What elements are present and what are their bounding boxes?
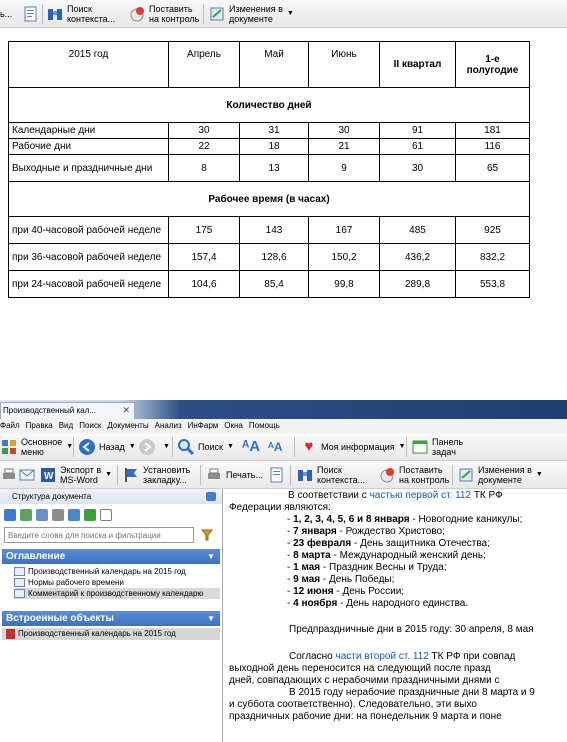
holiday-name: - Международный женский день;: [330, 550, 486, 561]
table-cell: 21: [309, 139, 380, 155]
toolbar-separator: [294, 437, 295, 457]
toolbar-separator: [290, 465, 291, 485]
column-header: 1-е полугодие: [456, 42, 530, 88]
menu-grid-icon: [0, 438, 18, 456]
collapse-icon[interactable]: [20, 509, 32, 521]
toolbar-separator: [172, 437, 173, 457]
svg-text:W: W: [44, 471, 54, 482]
chevron-down-icon[interactable]: ▼: [66, 443, 74, 450]
document-icon: [22, 5, 40, 23]
toolbar-separator: [73, 437, 74, 457]
doc-icon-button[interactable]: [22, 2, 43, 26]
table-header-row: [9, 42, 530, 88]
printer-icon: [0, 466, 18, 484]
font-increase-icon: ᴬA: [242, 438, 261, 455]
column-header: 2015 год: [9, 42, 169, 88]
table-cell: 175: [169, 217, 240, 244]
holiday-name: - День народного единства.: [337, 598, 469, 609]
menu-analysis[interactable]: Анализ: [154, 421, 182, 430]
export-icon[interactable]: [84, 509, 96, 521]
embedded-object-item[interactable]: [2, 628, 220, 640]
table-cell: 181: [456, 123, 530, 139]
binoculars-icon: [296, 466, 314, 484]
panel-toolbar: [4, 507, 116, 523]
font-increase-button[interactable]: [242, 435, 260, 459]
holiday-item: - 4 ноября - День народного единства.: [287, 598, 469, 609]
embedded-object-label: Производственный календарь на 2015 год: [18, 629, 176, 638]
table-section-row: [9, 182, 530, 217]
my-info-label: Моя информация: [321, 442, 395, 452]
expand-icon[interactable]: [4, 509, 16, 521]
main-menu-button[interactable]: [0, 435, 73, 459]
table-cell: 65: [456, 155, 530, 182]
search-context-button[interactable]: [296, 463, 365, 487]
contents-title: Оглавление: [6, 551, 66, 562]
table-row: [9, 155, 530, 182]
doc-line: [289, 651, 515, 663]
pdf-icon: [6, 629, 15, 639]
row-label: Календарные дни: [9, 123, 169, 139]
back-button[interactable]: [78, 435, 136, 459]
print-label: Печать...: [226, 470, 263, 480]
holiday-date: 12 июня: [293, 586, 334, 597]
holiday-name: - День Победы;: [320, 574, 395, 585]
column-header: II квартал: [380, 42, 456, 88]
print-button[interactable]: [205, 463, 263, 487]
search-context-label: Поиск контекста...: [317, 465, 366, 485]
law-link[interactable]: частью первой ст. 112: [369, 490, 472, 501]
menu-edit[interactable]: Правка: [25, 421, 53, 430]
row-label: Рабочие дни: [9, 139, 169, 155]
holiday-name: - День защитника Отечества;: [351, 538, 490, 549]
set-control-label: Поставить на контроль: [149, 4, 200, 24]
changes-icon: [457, 466, 475, 484]
doc-line: Федерации являются:: [229, 502, 331, 513]
font-decrease-button[interactable]: [268, 435, 283, 459]
contents-item-label: Производственный календарь на 2015 год: [28, 567, 186, 576]
task-panel-button[interactable]: [411, 435, 463, 459]
table-cell: 30: [169, 123, 240, 139]
doc-line: дней, совпадающих с нерабочими праздничными днями с: [229, 675, 500, 686]
chevron-down-icon[interactable]: ▼: [128, 443, 136, 450]
law-link[interactable]: части второй ст. 112: [335, 651, 429, 662]
word-icon: [39, 466, 57, 484]
panel-title: Структура документа: [12, 492, 92, 501]
view-icon[interactable]: [36, 509, 48, 521]
toolbar-separator: [203, 4, 204, 24]
preholiday-line: Предпраздничные дни в 2015 году: 30 апреля, 8 мая: [289, 624, 534, 635]
doc-line: [288, 490, 503, 502]
export-word-button[interactable]: [39, 463, 112, 487]
row-label: при 40-часовой рабочей неделе: [9, 217, 169, 244]
filter-icon[interactable]: [68, 509, 80, 521]
holiday-item: - 9 мая - День Победы;: [287, 574, 395, 585]
set-bookmark-label: Установить закладку...: [143, 465, 191, 485]
set-control-button[interactable]: [378, 463, 449, 487]
contents-item-label: Комментарий к производственному календарю: [28, 589, 204, 598]
forward-arrow-icon: [138, 438, 156, 456]
main-toolbar: [0, 433, 567, 461]
doc-text: ТК РФ при совпад: [428, 651, 516, 662]
holiday-item: - 1, 2, 3, 4, 5, 6 и 8 января - Новогодние каникулы;: [287, 514, 523, 525]
table-cell: 289,8: [380, 271, 456, 298]
table-cell: 167: [309, 217, 380, 244]
holiday-name: - Праздник Весны и Труда;: [320, 562, 447, 573]
doc-line: праздничных рабочие дни: на понедельник 9 марта и поне: [229, 711, 502, 722]
my-info-button[interactable]: [300, 435, 406, 459]
table-section-row: [9, 88, 530, 123]
table-cell: 150,2: [309, 244, 380, 271]
table-cell: 30: [309, 123, 380, 139]
doc-changes-label: Изменения в документе: [229, 4, 283, 24]
document-tab-title: Производственный кал...: [3, 406, 96, 415]
table-row: [9, 244, 530, 271]
toolbar-separator: [117, 465, 118, 485]
changes-icon: [208, 5, 226, 23]
toolbar-separator: [452, 465, 453, 485]
search-icon: [177, 438, 195, 456]
holiday-item: - 7 января - Рождество Христово;: [287, 526, 445, 537]
holiday-date: 4 ноября: [293, 598, 338, 609]
contents-item-label: Нормы рабочего времени: [28, 578, 124, 587]
document-structure-panel: [0, 489, 223, 742]
contents-section-header[interactable]: [2, 549, 220, 564]
holiday-item: - 8 марта - Международный женский день;: [287, 550, 486, 561]
font-decrease-icon: ᴬA: [268, 440, 283, 454]
chevron-down-icon[interactable]: ▼: [226, 443, 234, 450]
top-toolbar: [0, 0, 567, 28]
table-cell: 128,6: [240, 244, 309, 271]
section-icon: [14, 589, 25, 598]
menu-windows[interactable]: Окна: [224, 421, 243, 430]
document-icon: [268, 466, 286, 484]
holiday-name: - Рождество Христово;: [336, 526, 445, 537]
table-row: [9, 217, 530, 244]
doc-icon-button[interactable]: [268, 463, 289, 487]
menu-view[interactable]: Вид: [58, 421, 74, 430]
document-view: [225, 489, 567, 742]
table-row: [9, 139, 530, 155]
row-label: при 24-часовой рабочей неделе: [9, 271, 169, 298]
table-cell: 8: [169, 155, 240, 182]
holiday-date: 1, 2, 3, 4, 5, 6 и 8 января: [293, 514, 410, 525]
contents-item[interactable]: [14, 566, 220, 577]
menu-infarm[interactable]: ИнФарм: [187, 421, 219, 430]
list-icon[interactable]: [100, 509, 112, 521]
filter-search-icon[interactable]: [200, 528, 214, 542]
table-cell: 832,2: [456, 244, 530, 271]
document-tab[interactable]: [0, 402, 135, 419]
embedded-section-header[interactable]: [2, 611, 220, 626]
column-header: Апрель: [169, 42, 240, 88]
menu-bar: [0, 419, 567, 433]
window-titlebar: [0, 400, 567, 419]
holiday-date: 23 февраля: [293, 538, 352, 549]
chevron-down-icon[interactable]: ▼: [535, 471, 543, 478]
menu-search[interactable]: Поиск: [79, 421, 102, 430]
table-cell: 85,4: [240, 271, 309, 298]
embedded-title: Встроенные объекты: [6, 613, 114, 624]
doc-line: В 2015 году нерабочие праздничные дни 8 марта и 9: [289, 687, 535, 698]
heart-icon: ♥: [304, 438, 314, 455]
search-context-button[interactable]: [46, 2, 115, 26]
printer-icon[interactable]: [52, 509, 64, 521]
cut-button-label: ь...: [0, 9, 13, 19]
holiday-name: - Новогодние каникулы;: [409, 514, 523, 525]
set-bookmark-button[interactable]: [122, 463, 190, 487]
search-label: Поиск: [198, 442, 223, 452]
search-context-label: Поиск контекста...: [67, 4, 116, 24]
doc-text: В соответствии с: [288, 490, 370, 501]
table-cell: 553,8: [456, 271, 530, 298]
table-cell: 104,6: [169, 271, 240, 298]
table-cell: 436,2: [380, 244, 456, 271]
table-cell: 61: [380, 139, 456, 155]
main-menu-label: Основное меню: [21, 437, 63, 457]
chevron-down-icon[interactable]: ▼: [207, 552, 215, 561]
panel-header: [0, 489, 222, 504]
doc-changes-label: Изменения в документе: [478, 465, 532, 485]
pin-icon[interactable]: [206, 492, 216, 501]
table-cell: 143: [240, 217, 309, 244]
holiday-name: - День России;: [333, 586, 405, 597]
back-label: Назад: [99, 442, 125, 452]
column-header: Май: [240, 42, 309, 88]
control-icon: [378, 466, 396, 484]
table-cell: 116: [456, 139, 530, 155]
chevron-down-icon[interactable]: ▼: [163, 443, 170, 450]
close-icon[interactable]: ✕: [122, 405, 130, 415]
table-cell: 9: [309, 155, 380, 182]
section-title-days: Количество дней: [9, 88, 530, 123]
row-label: Выходные и праздничные дни: [9, 155, 169, 182]
chevron-down-icon[interactable]: ▼: [286, 10, 294, 17]
mail-icon: [18, 466, 36, 484]
search-button[interactable]: [177, 435, 234, 459]
chevron-down-icon[interactable]: ▼: [207, 614, 215, 623]
table-cell: 31: [240, 123, 309, 139]
table-cell: 22: [169, 139, 240, 155]
toolbar-separator: [42, 4, 43, 24]
table-cell: 99,8: [309, 271, 380, 298]
menu-help[interactable]: Помощь: [248, 421, 280, 430]
table-cell: 485: [380, 217, 456, 244]
toolbar-separator: [200, 465, 201, 485]
cut-toolbar-button[interactable]: [0, 2, 12, 26]
doc-text: ТК РФ: [471, 490, 503, 501]
holiday-item: - 1 мая - Праздник Весны и Труда;: [287, 562, 447, 573]
back-arrow-icon: [78, 438, 96, 456]
holiday-date: 8 марта: [293, 550, 331, 561]
doc-line: выходной день переносится на следующий после празд: [229, 663, 491, 674]
row-label: при 36-часовой рабочей неделе: [9, 244, 169, 271]
table-row: [9, 123, 530, 139]
contents-item[interactable]: [14, 577, 220, 588]
holiday-item: - 23 февраля - День защитника Отечества;: [287, 538, 490, 549]
binoculars-icon: [46, 5, 64, 23]
section-icon: [14, 578, 25, 587]
forward-button[interactable]: [138, 435, 170, 459]
export-word-label: Экспорт в MS-Word: [60, 465, 102, 485]
holiday-date: 7 января: [293, 526, 337, 537]
table-cell: 13: [240, 155, 309, 182]
doc-changes-button[interactable]: [208, 2, 294, 26]
table-cell: 157,4: [169, 244, 240, 271]
menu-documents[interactable]: Документы: [107, 421, 149, 430]
chevron-down-icon[interactable]: ▼: [398, 443, 406, 450]
document-toolbar: [0, 461, 567, 489]
search-input[interactable]: [4, 527, 194, 543]
doc-text: Согласно: [289, 651, 336, 662]
production-calendar-table: [8, 41, 530, 298]
bookmark-flag-icon: [122, 466, 140, 484]
column-header: Июнь: [309, 42, 380, 88]
app-window: [0, 400, 567, 742]
table-cell: 91: [380, 123, 456, 139]
printer-icon: [205, 466, 223, 484]
panel-icon: [411, 438, 429, 456]
section-title-hours: Рабочее время (в часах): [9, 182, 530, 217]
table-cell: 925: [456, 217, 530, 244]
holiday-item: - 12 июня - День России;: [287, 586, 405, 597]
holiday-date: 1 мая: [293, 562, 321, 573]
toolbar-separator: [406, 437, 407, 457]
contents-item-selected[interactable]: [14, 588, 220, 599]
table-cell: 30: [380, 155, 456, 182]
menu-file[interactable]: Файл: [0, 421, 20, 430]
control-icon: [128, 5, 146, 23]
table-row: [9, 271, 530, 298]
task-panel-label: Панель задач: [432, 437, 464, 457]
doc-line: и суббота соответственно). Следовательно, эти выхо: [229, 699, 477, 710]
table-cell: 18: [240, 139, 309, 155]
doc-changes-button[interactable]: [457, 463, 543, 487]
set-control-label: Поставить на контроль: [399, 465, 450, 485]
chevron-down-icon[interactable]: ▼: [105, 471, 113, 478]
section-icon: [14, 567, 25, 576]
mail-button[interactable]: [18, 463, 39, 487]
holiday-date: 9 мая: [293, 574, 321, 585]
set-control-button[interactable]: [128, 2, 199, 26]
